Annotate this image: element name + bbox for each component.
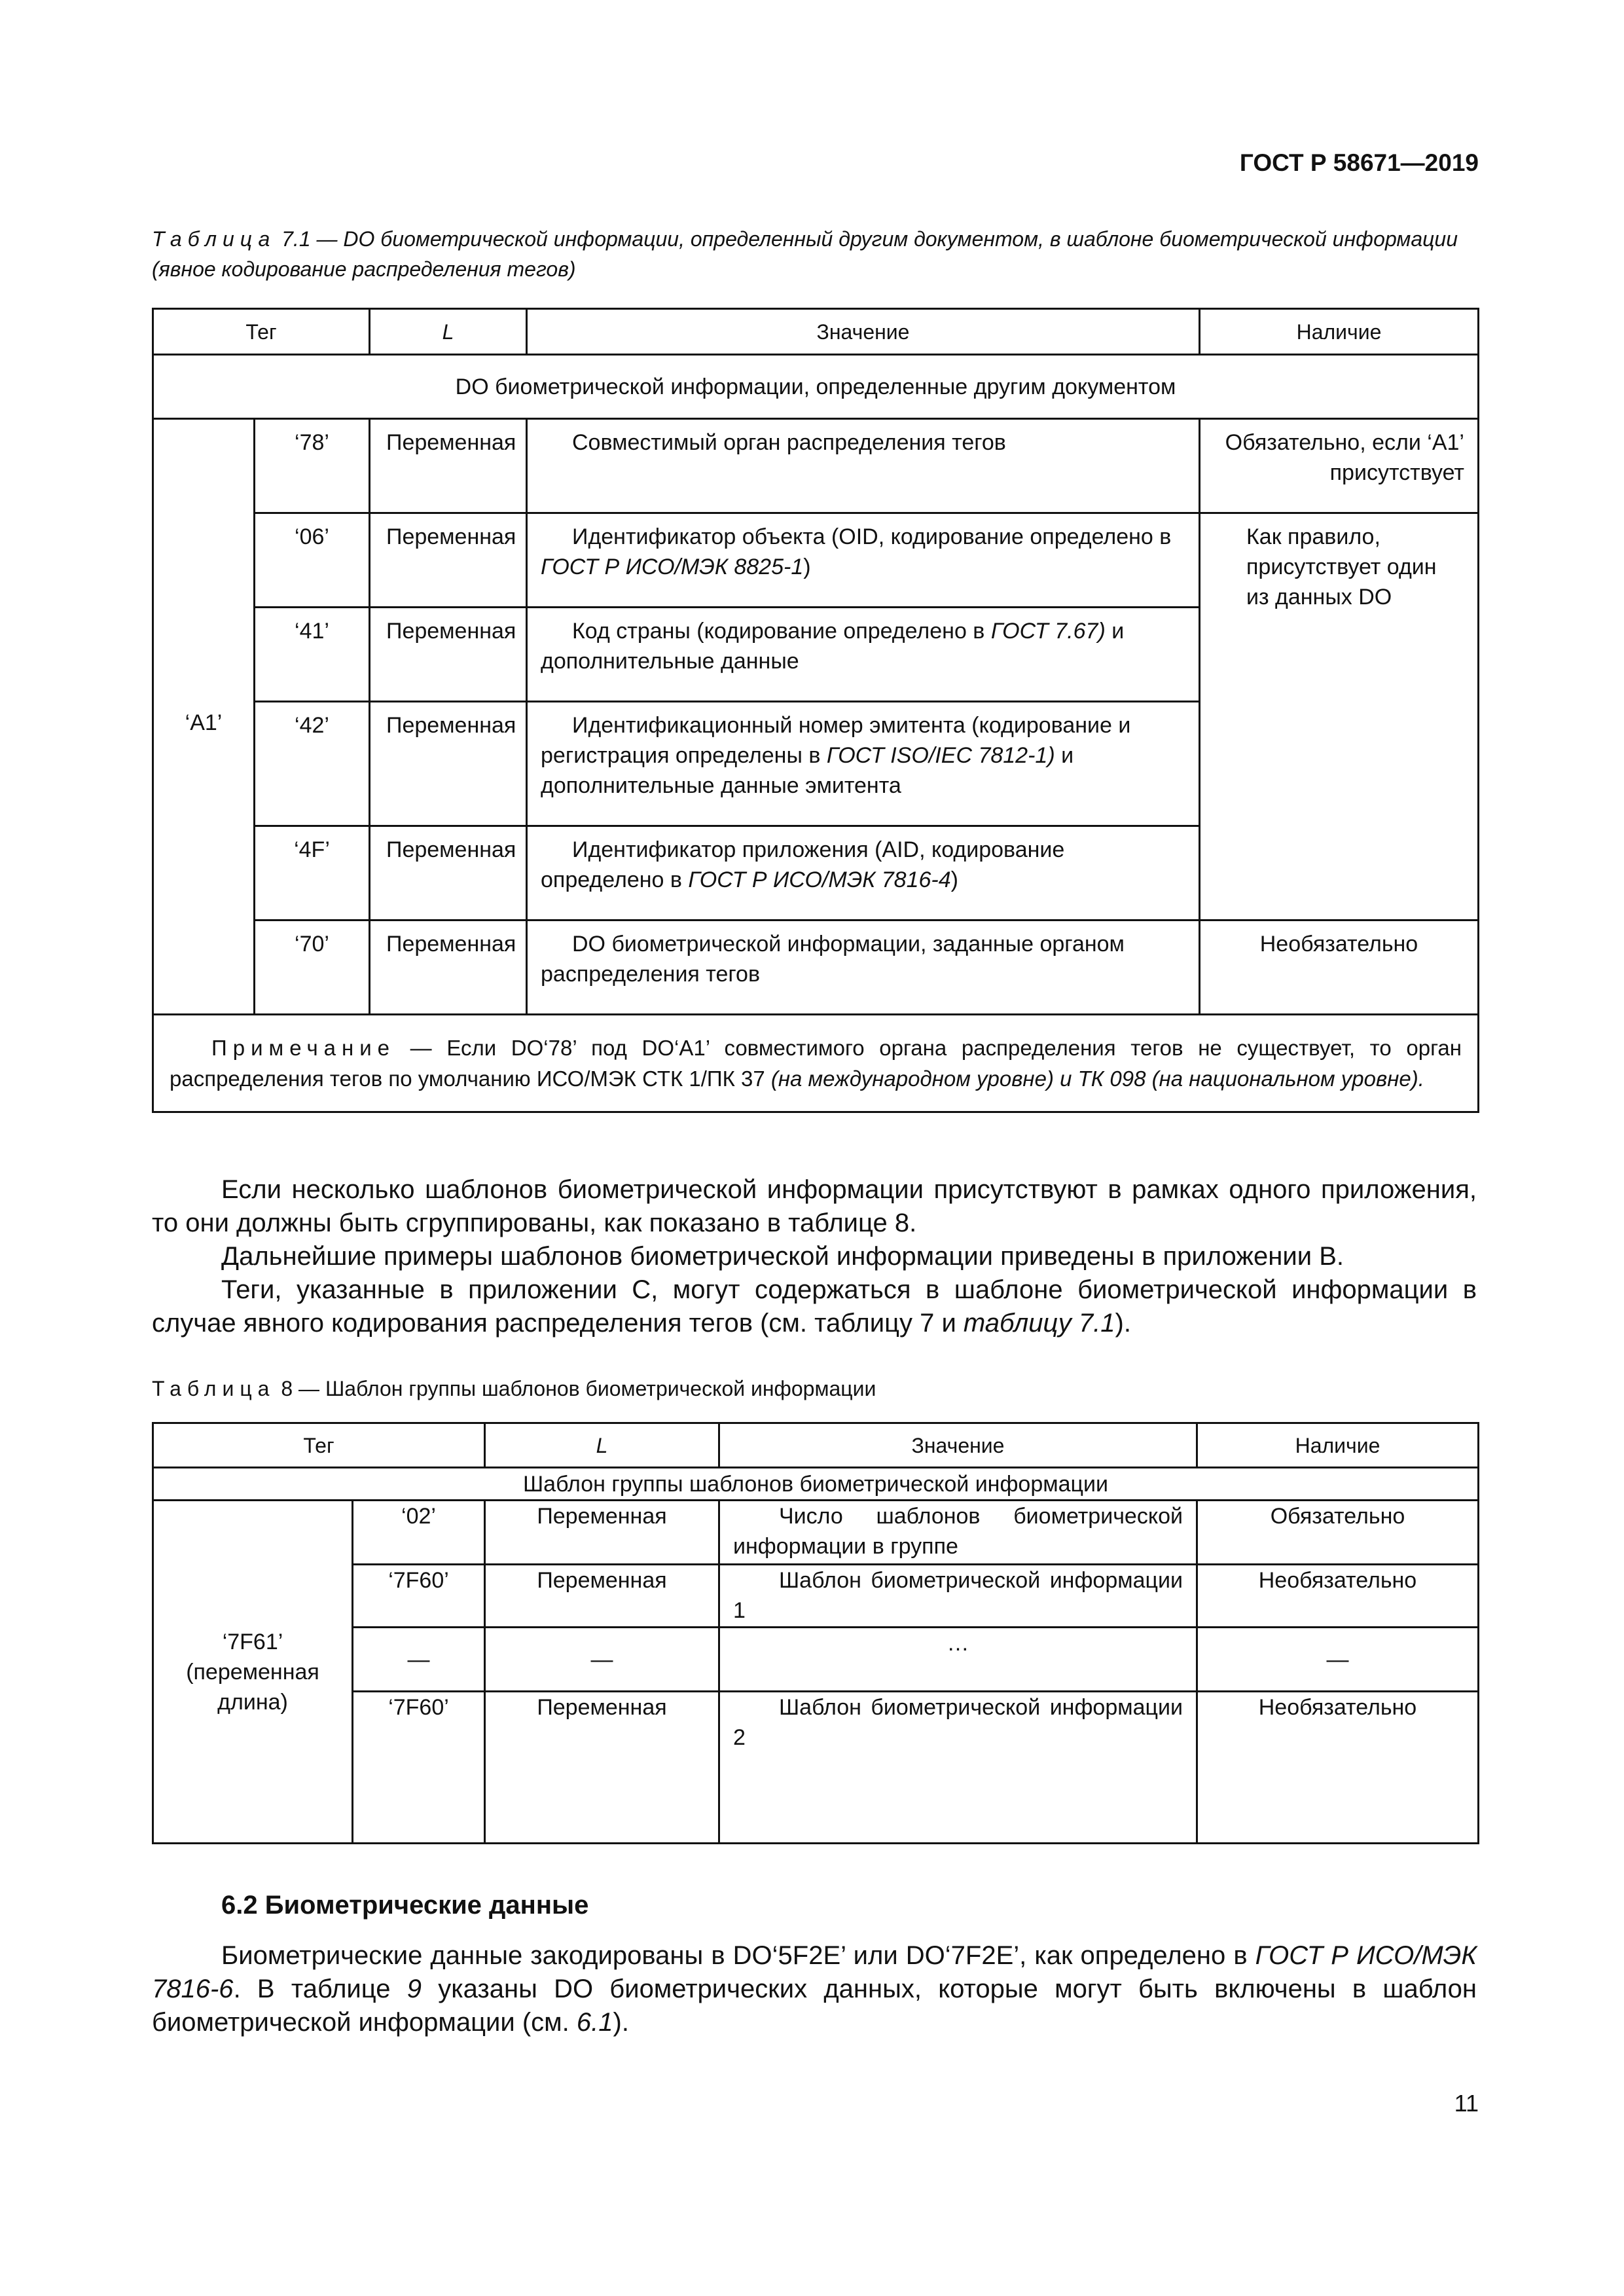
row-tag: ‘42’ xyxy=(255,702,370,826)
outer-tag-a1: ‘А1’ xyxy=(153,419,255,1015)
row-tag: ‘7F60’ xyxy=(353,1565,485,1628)
row-value: Шаблон биометрической информации 2 xyxy=(719,1692,1197,1844)
row-presence: Необязательно xyxy=(1200,920,1479,1015)
row-tag: ‘41’ xyxy=(255,608,370,702)
row-value: Идентификатор объекта (OID, кодирование определено в ГОСТ Р ИСО/МЭК 8825-1) xyxy=(527,513,1200,608)
section-title: 6.2 Биометрические данные xyxy=(221,1891,589,1920)
row-length: Переменная xyxy=(370,513,527,608)
row-length: Переменная xyxy=(370,419,527,513)
table-note: Примечание — Если DO‘78’ под DO‘A1’ совместимого органа распределения тегов не существует, то орган распределения тегов по умолчанию ИСО/МЭК СТК 1/ПК 37 (на международном уровне) и ТК 098 (на национальном уровне). xyxy=(153,1015,1479,1112)
row-presence: Необязательно xyxy=(1197,1692,1479,1844)
row-length: Переменная xyxy=(370,702,527,826)
caption-prefix: Таблица xyxy=(152,227,276,251)
caption-prefix: Таблица xyxy=(152,1377,276,1400)
row-length: — xyxy=(485,1628,719,1692)
paragraph-3: Теги, указанные в приложении С, могут содержаться в шаблоне биометрической информации в случае явного кодирования распределения тегов (см. таблицу 7 и таблицу 7.1). xyxy=(152,1275,1477,1338)
row-length: Переменная xyxy=(370,920,527,1015)
row-length: Переменная xyxy=(485,1501,719,1565)
row-tag: ‘02’ xyxy=(353,1501,485,1565)
row-value: Идентификационный номер эмитента (кодирование и регистрация определены в ГОСТ ISO/IEC 7812-1) и дополнительные данные эмитента xyxy=(527,702,1200,826)
row-value: Совместимый орган распределения тегов xyxy=(527,419,1200,513)
row-value: Код страны (кодирование определено в ГОСТ 7.67) и дополнительные данные xyxy=(527,608,1200,702)
header-presence: Наличие xyxy=(1200,309,1479,355)
paragraph-1: Если несколько шаблонов биометрической информации присутствуют в рамках одного приложения, то они должны быть сгруппированы, как показано в таблице 8. xyxy=(152,1175,1477,1237)
group-title: Шаблон группы шаблонов биометрической информации xyxy=(153,1468,1479,1501)
row-value: Идентификатор приложения (AID, кодирование определено в ГОСТ Р ИСО/МЭК 7816-4) xyxy=(527,826,1200,920)
table-8 xyxy=(152,1422,1479,1844)
row-value: Шаблон биометрической информации 1 xyxy=(719,1565,1197,1628)
row-tag: — xyxy=(353,1628,485,1692)
row-presence-shared: Как правило, присутствует один из данных DO xyxy=(1200,513,1479,920)
header-length: L xyxy=(370,309,527,355)
table-8-caption xyxy=(152,1374,1477,1404)
row-tag: ‘7F60’ xyxy=(353,1692,485,1844)
row-length: Переменная xyxy=(370,826,527,920)
row-tag: ‘06’ xyxy=(255,513,370,608)
outer-tag-7f61: ‘7F61’ (переменная длина) xyxy=(153,1501,353,1844)
row-presence: Обязательно, если ‘А1’ присутствует xyxy=(1200,419,1479,513)
caption-text: 7.1 — DO биометрической информации, определенный другим документом, в шаблоне биометрической информации (явное кодирование распределения тегов) xyxy=(152,227,1458,281)
row-presence: Обязательно xyxy=(1197,1501,1479,1565)
group-title: DO биометрической информации, определенные другим документом xyxy=(153,355,1479,419)
header-presence: Наличие xyxy=(1197,1423,1479,1468)
row-length: Переменная xyxy=(485,1692,719,1844)
header-value: Значение xyxy=(719,1423,1197,1468)
header-tag: Тег xyxy=(153,309,370,355)
section-paragraph: Биометрические данные закодированы в DO‘5F2E’ или DO‘7F2E’, как определено в ГОСТ Р ИСО/МЭК 7816-6. В таблице 9 указаны DO биометрических данных, которые могут быть включены в шаблон биометрической информации (см. 6.1). xyxy=(152,1941,1477,2037)
row-length: Переменная xyxy=(370,608,527,702)
document-header: ГОСТ Р 58671—2019 xyxy=(1239,149,1479,176)
row-tag: ‘4F’ xyxy=(255,826,370,920)
row-presence: — xyxy=(1197,1628,1479,1692)
header-length: L xyxy=(485,1423,719,1468)
row-value: DO биометрической информации, заданные органом распределения тегов xyxy=(527,920,1200,1015)
page-number: 11 xyxy=(1454,2090,1479,2117)
paragraph-2: Дальнейшие примеры шаблонов биометрической информации приведены в приложении В. xyxy=(221,1242,1344,1271)
row-tag: ‘70’ xyxy=(255,920,370,1015)
row-presence: Необязательно xyxy=(1197,1565,1479,1628)
header-value: Значение xyxy=(527,309,1200,355)
header-tag: Тег xyxy=(153,1423,485,1468)
caption-text: 8 — Шаблон группы шаблонов биометрической информации xyxy=(275,1377,876,1400)
table-7-1 xyxy=(152,308,1479,1113)
row-value: Число шаблонов биометрической информации в группе xyxy=(719,1501,1197,1565)
row-length: Переменная xyxy=(485,1565,719,1628)
row-value: … xyxy=(719,1628,1197,1692)
row-tag: ‘78’ xyxy=(255,419,370,513)
table-7-1-caption xyxy=(152,224,1477,284)
